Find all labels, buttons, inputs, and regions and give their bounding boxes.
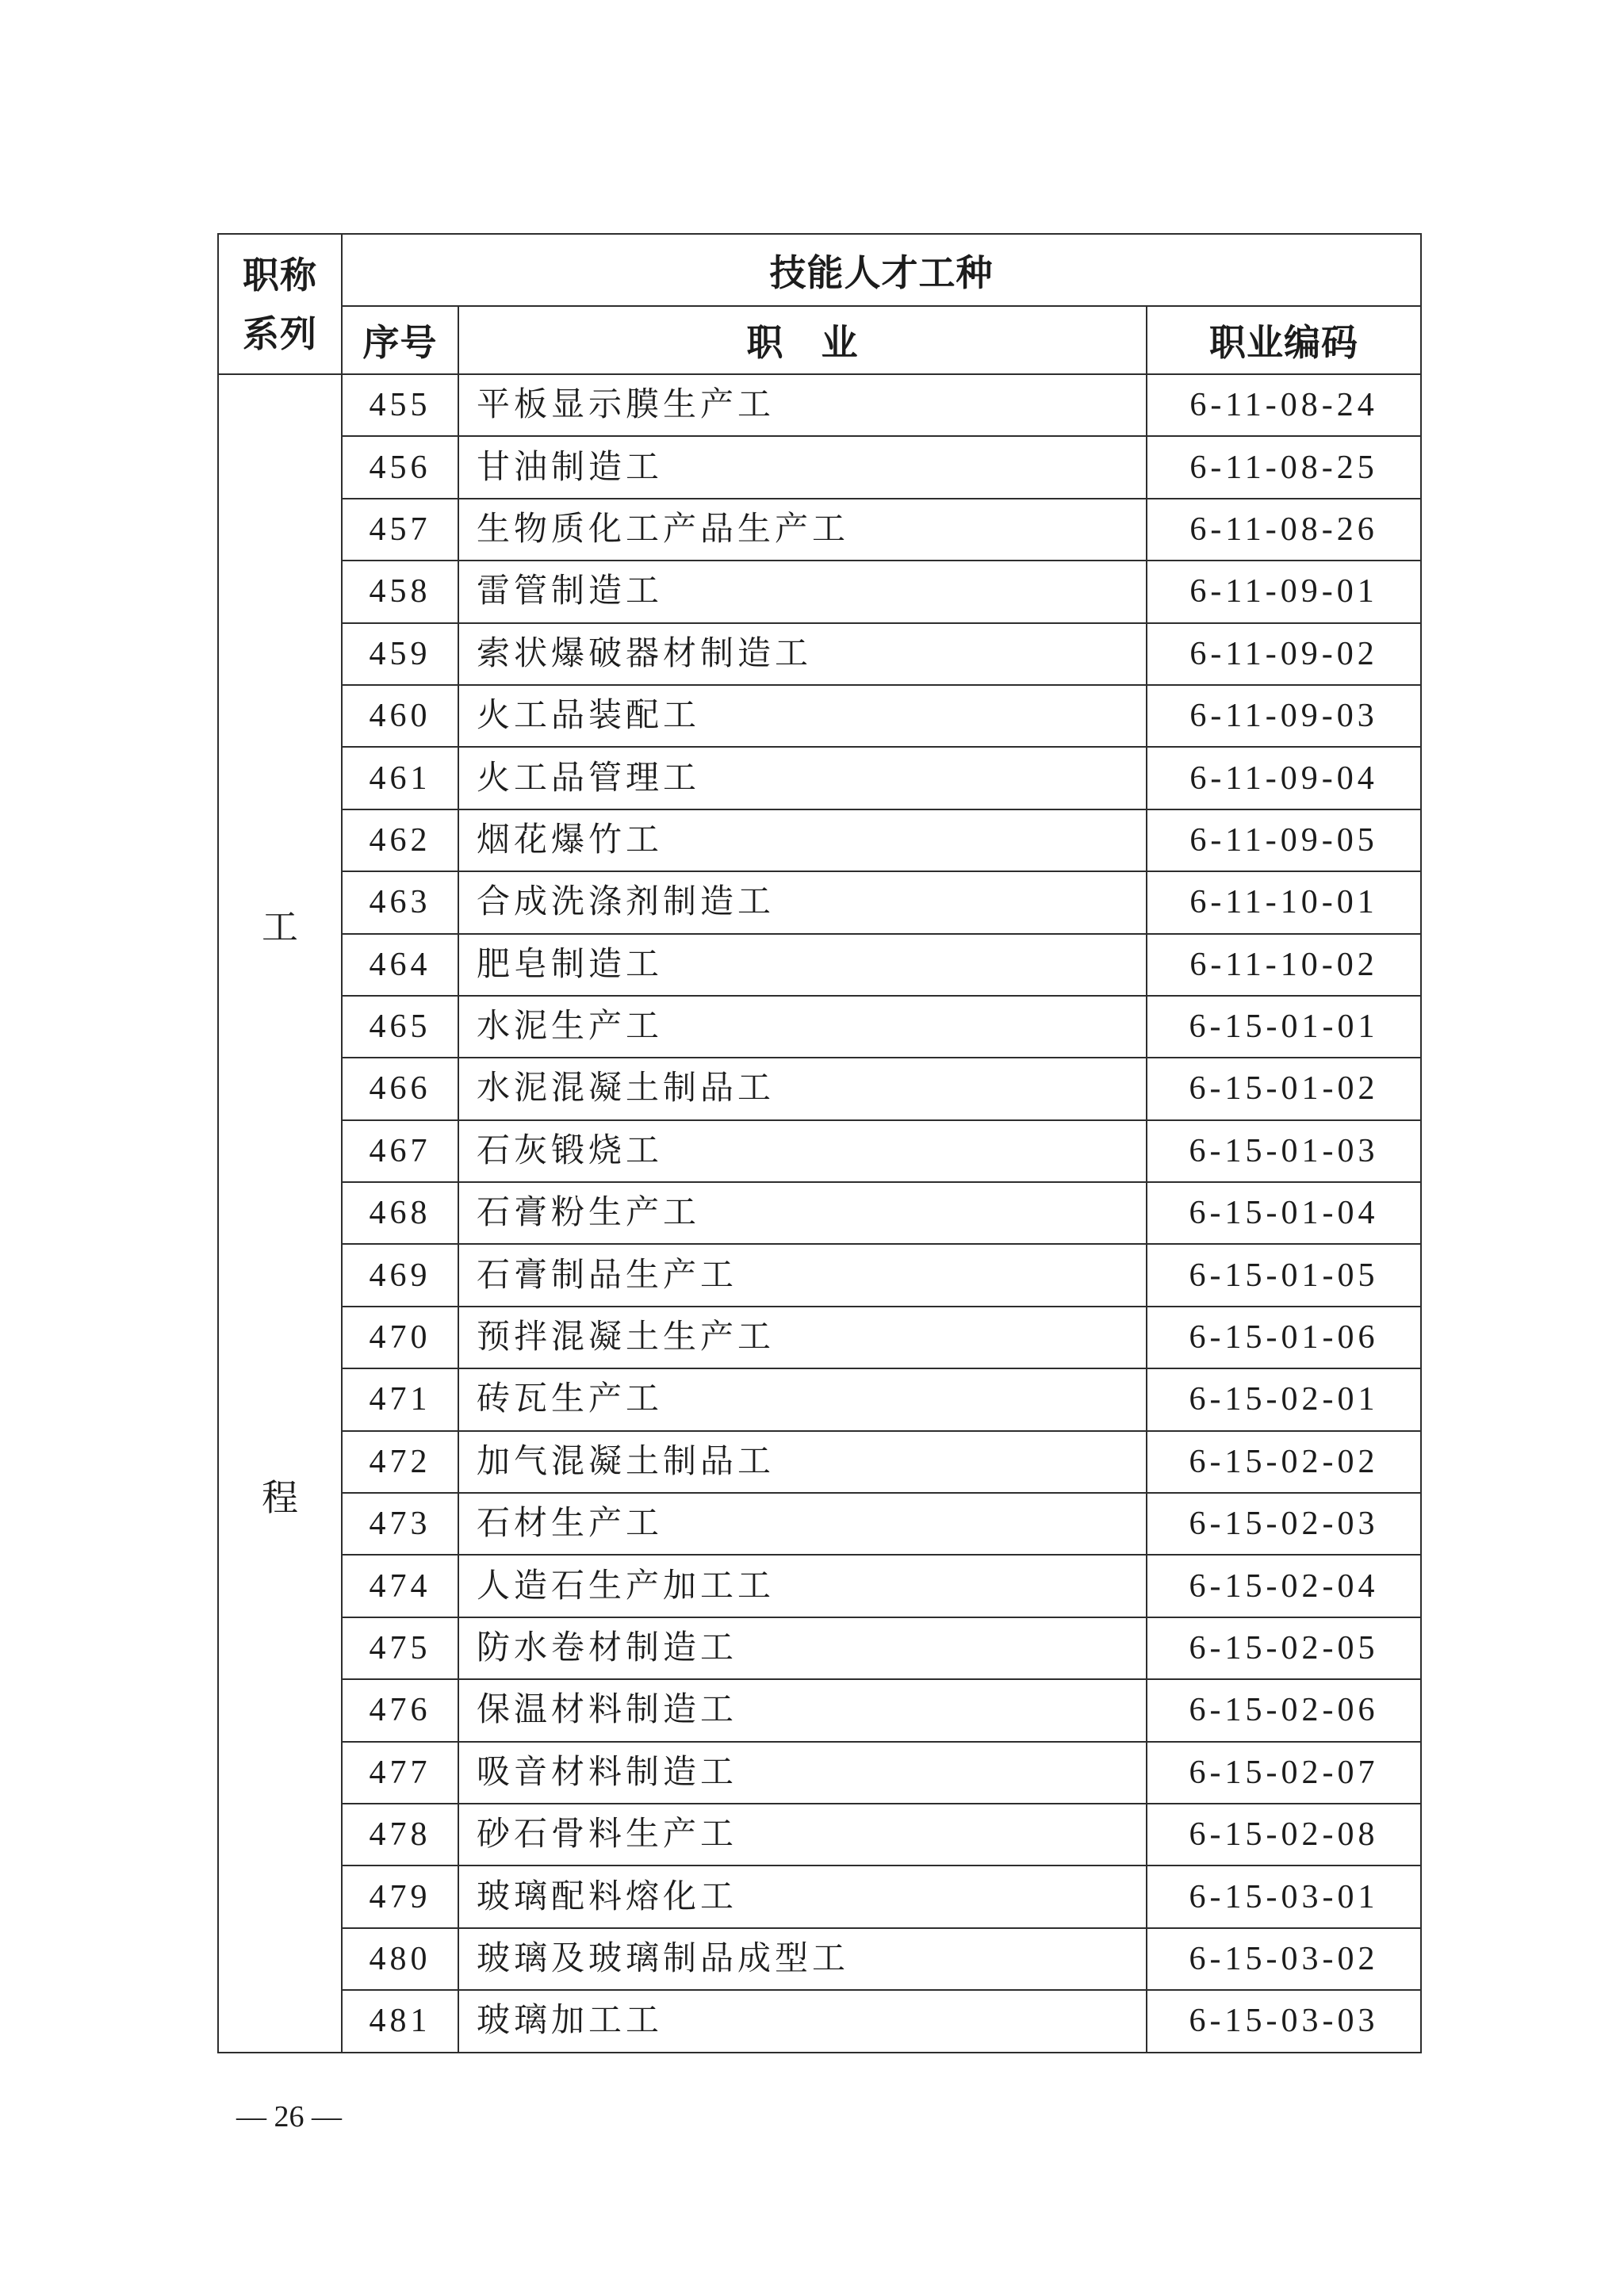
occupation-cell: 合成洗涤剂制造工	[458, 871, 1147, 933]
row-number-cell: 472	[342, 1431, 458, 1493]
row-number-cell: 456	[342, 436, 458, 498]
table-header	[218, 234, 1421, 374]
row-number-cell: 478	[342, 1804, 458, 1866]
occupation-cell: 水泥混凝土制品工	[458, 1058, 1147, 1119]
row-number-cell: 475	[342, 1617, 458, 1679]
occupation-cell: 加气混凝土制品工	[458, 1431, 1147, 1493]
table-row	[218, 1679, 1421, 1741]
row-number-cell: 467	[342, 1120, 458, 1182]
table-row	[218, 1617, 1421, 1679]
series-title-cell	[218, 234, 342, 374]
row-number-cell: 457	[342, 499, 458, 561]
table-row	[218, 1307, 1421, 1368]
table-row	[218, 1244, 1421, 1306]
occupation-cell: 石材生产工	[458, 1493, 1147, 1555]
table-row	[218, 996, 1421, 1058]
row-number-cell: 474	[342, 1555, 458, 1617]
row-number-cell: 479	[342, 1866, 458, 1927]
series-cell	[218, 374, 342, 2053]
table-row	[218, 1555, 1421, 1617]
table-row	[218, 1866, 1421, 1927]
table-row	[218, 436, 1421, 498]
row-number-cell: 480	[342, 1928, 458, 1990]
header-row	[218, 306, 1421, 374]
row-number-cell: 477	[342, 1742, 458, 1804]
header-row	[218, 234, 1421, 306]
occupation-cell: 平板显示膜生产工	[458, 374, 1147, 436]
row-number-cell: 455	[342, 374, 458, 436]
row-number-cell: 481	[342, 1990, 458, 2052]
row-number-cell: 476	[342, 1679, 458, 1741]
row-number-cell: 459	[342, 623, 458, 685]
occupation-code-cell: 6-15-03-01	[1147, 1866, 1421, 1927]
row-number-cell: 466	[342, 1058, 458, 1119]
occupation-code-cell: 6-15-02-03	[1147, 1493, 1421, 1555]
occupation-code-cell: 6-15-01-03	[1147, 1120, 1421, 1182]
occupation-cell: 生物质化工产品生产工	[458, 499, 1147, 561]
occupation-code-cell: 6-15-02-08	[1147, 1804, 1421, 1866]
occupation-cell: 石膏制品生产工	[458, 1244, 1147, 1306]
table-row	[218, 1493, 1421, 1555]
page-number: — 26 —	[236, 2100, 342, 2133]
occupation-cell: 水泥生产工	[458, 996, 1147, 1058]
row-number-cell: 469	[342, 1244, 458, 1306]
row-number-cell: 465	[342, 996, 458, 1058]
occupation-cell: 保温材料制造工	[458, 1679, 1147, 1741]
group-title-cell: 技能人才工种	[342, 234, 1421, 306]
series-title-line: 系列	[243, 312, 317, 355]
occupation-code-cell: 6-11-09-03	[1147, 685, 1421, 747]
occupation-cell: 石灰锻烧工	[458, 1120, 1147, 1182]
occupation-code-cell: 6-11-08-24	[1147, 374, 1421, 436]
occupation-code-cell: 6-15-02-06	[1147, 1679, 1421, 1741]
row-number-cell: 463	[342, 871, 458, 933]
table-row	[218, 685, 1421, 747]
occupation-code-cell: 6-11-08-26	[1147, 499, 1421, 561]
occupation-cell: 玻璃加工工	[458, 1990, 1147, 2052]
occupation-code-cell: 6-11-09-02	[1147, 623, 1421, 685]
occupation-code-cell: 6-15-02-04	[1147, 1555, 1421, 1617]
occupation-code-cell: 6-15-03-02	[1147, 1928, 1421, 1990]
occupation-cell: 索状爆破器材制造工	[458, 623, 1147, 685]
occupation-cell: 吸音材料制造工	[458, 1742, 1147, 1804]
occupation-cell: 砂石骨料生产工	[458, 1804, 1147, 1866]
occupation-cell: 玻璃及玻璃制品成型工	[458, 1928, 1147, 1990]
occupation-cell: 砖瓦生产工	[458, 1368, 1147, 1430]
occupation-code-cell: 6-15-01-06	[1147, 1307, 1421, 1368]
table-row	[218, 1182, 1421, 1244]
table-row	[218, 1368, 1421, 1430]
occupation-code-cell: 6-15-01-04	[1147, 1182, 1421, 1244]
occupation-cell: 火工品装配工	[458, 685, 1147, 747]
occupation-code-cell: 6-15-02-07	[1147, 1742, 1421, 1804]
occupation-cell: 石膏粉生产工	[458, 1182, 1147, 1244]
table-row	[218, 374, 1421, 436]
table-body	[218, 374, 1421, 2053]
table-row	[218, 1928, 1421, 1990]
table-row	[218, 561, 1421, 622]
column-header-code: 职业编码	[1147, 306, 1421, 374]
table-row	[218, 747, 1421, 809]
occupation-cell: 肥皂制造工	[458, 934, 1147, 996]
row-number-cell: 471	[342, 1368, 458, 1430]
table-row	[218, 499, 1421, 561]
table-row	[218, 934, 1421, 996]
table-row	[218, 1120, 1421, 1182]
occupation-code-cell: 6-11-09-05	[1147, 809, 1421, 871]
occupation-code-cell: 6-11-09-01	[1147, 561, 1421, 622]
table-row	[218, 1431, 1421, 1493]
row-number-cell: 460	[342, 685, 458, 747]
occupation-code-cell: 6-15-02-02	[1147, 1431, 1421, 1493]
table-row	[218, 1990, 1421, 2052]
occupation-code-cell: 6-11-10-01	[1147, 871, 1421, 933]
row-number-cell: 462	[342, 809, 458, 871]
occupation-code-cell: 6-15-02-05	[1147, 1617, 1421, 1679]
row-number-cell: 458	[342, 561, 458, 622]
occupation-code-cell: 6-15-01-01	[1147, 996, 1421, 1058]
occupation-table	[217, 233, 1422, 2053]
occupation-code-cell: 6-11-10-02	[1147, 934, 1421, 996]
series-char: 程	[262, 1478, 298, 1519]
occupation-code-cell: 6-11-08-25	[1147, 436, 1421, 498]
occupation-code-cell: 6-15-03-03	[1147, 1990, 1421, 2052]
occupation-cell: 玻璃配料熔化工	[458, 1866, 1147, 1927]
table-row	[218, 871, 1421, 933]
table-row	[218, 623, 1421, 685]
occupation-cell: 预拌混凝土生产工	[458, 1307, 1147, 1368]
occupation-code-cell: 6-15-01-02	[1147, 1058, 1421, 1119]
occupation-cell: 雷管制造工	[458, 561, 1147, 622]
occupation-cell: 甘油制造工	[458, 436, 1147, 498]
row-number-cell: 464	[342, 934, 458, 996]
occupation-cell: 人造石生产加工工	[458, 1555, 1147, 1617]
table-row	[218, 1058, 1421, 1119]
row-number-cell: 461	[342, 747, 458, 809]
column-header-occupation: 职 业	[458, 306, 1147, 374]
row-number-cell: 470	[342, 1307, 458, 1368]
row-number-cell: 468	[342, 1182, 458, 1244]
column-header-number: 序号	[342, 306, 458, 374]
occupation-cell: 防水卷材制造工	[458, 1617, 1147, 1679]
occupation-cell: 烟花爆竹工	[458, 809, 1147, 871]
row-number-cell: 473	[342, 1493, 458, 1555]
occupation-code-cell: 6-11-09-04	[1147, 747, 1421, 809]
table-row	[218, 1742, 1421, 1804]
occupation-code-cell: 6-15-01-05	[1147, 1244, 1421, 1306]
table-row	[218, 809, 1421, 871]
occupation-code-cell: 6-15-02-01	[1147, 1368, 1421, 1430]
series-char: 工	[262, 907, 298, 948]
occupation-cell: 火工品管理工	[458, 747, 1147, 809]
series-label	[219, 375, 341, 2052]
table-row	[218, 1804, 1421, 1866]
series-title-line: 职称	[243, 253, 317, 297]
